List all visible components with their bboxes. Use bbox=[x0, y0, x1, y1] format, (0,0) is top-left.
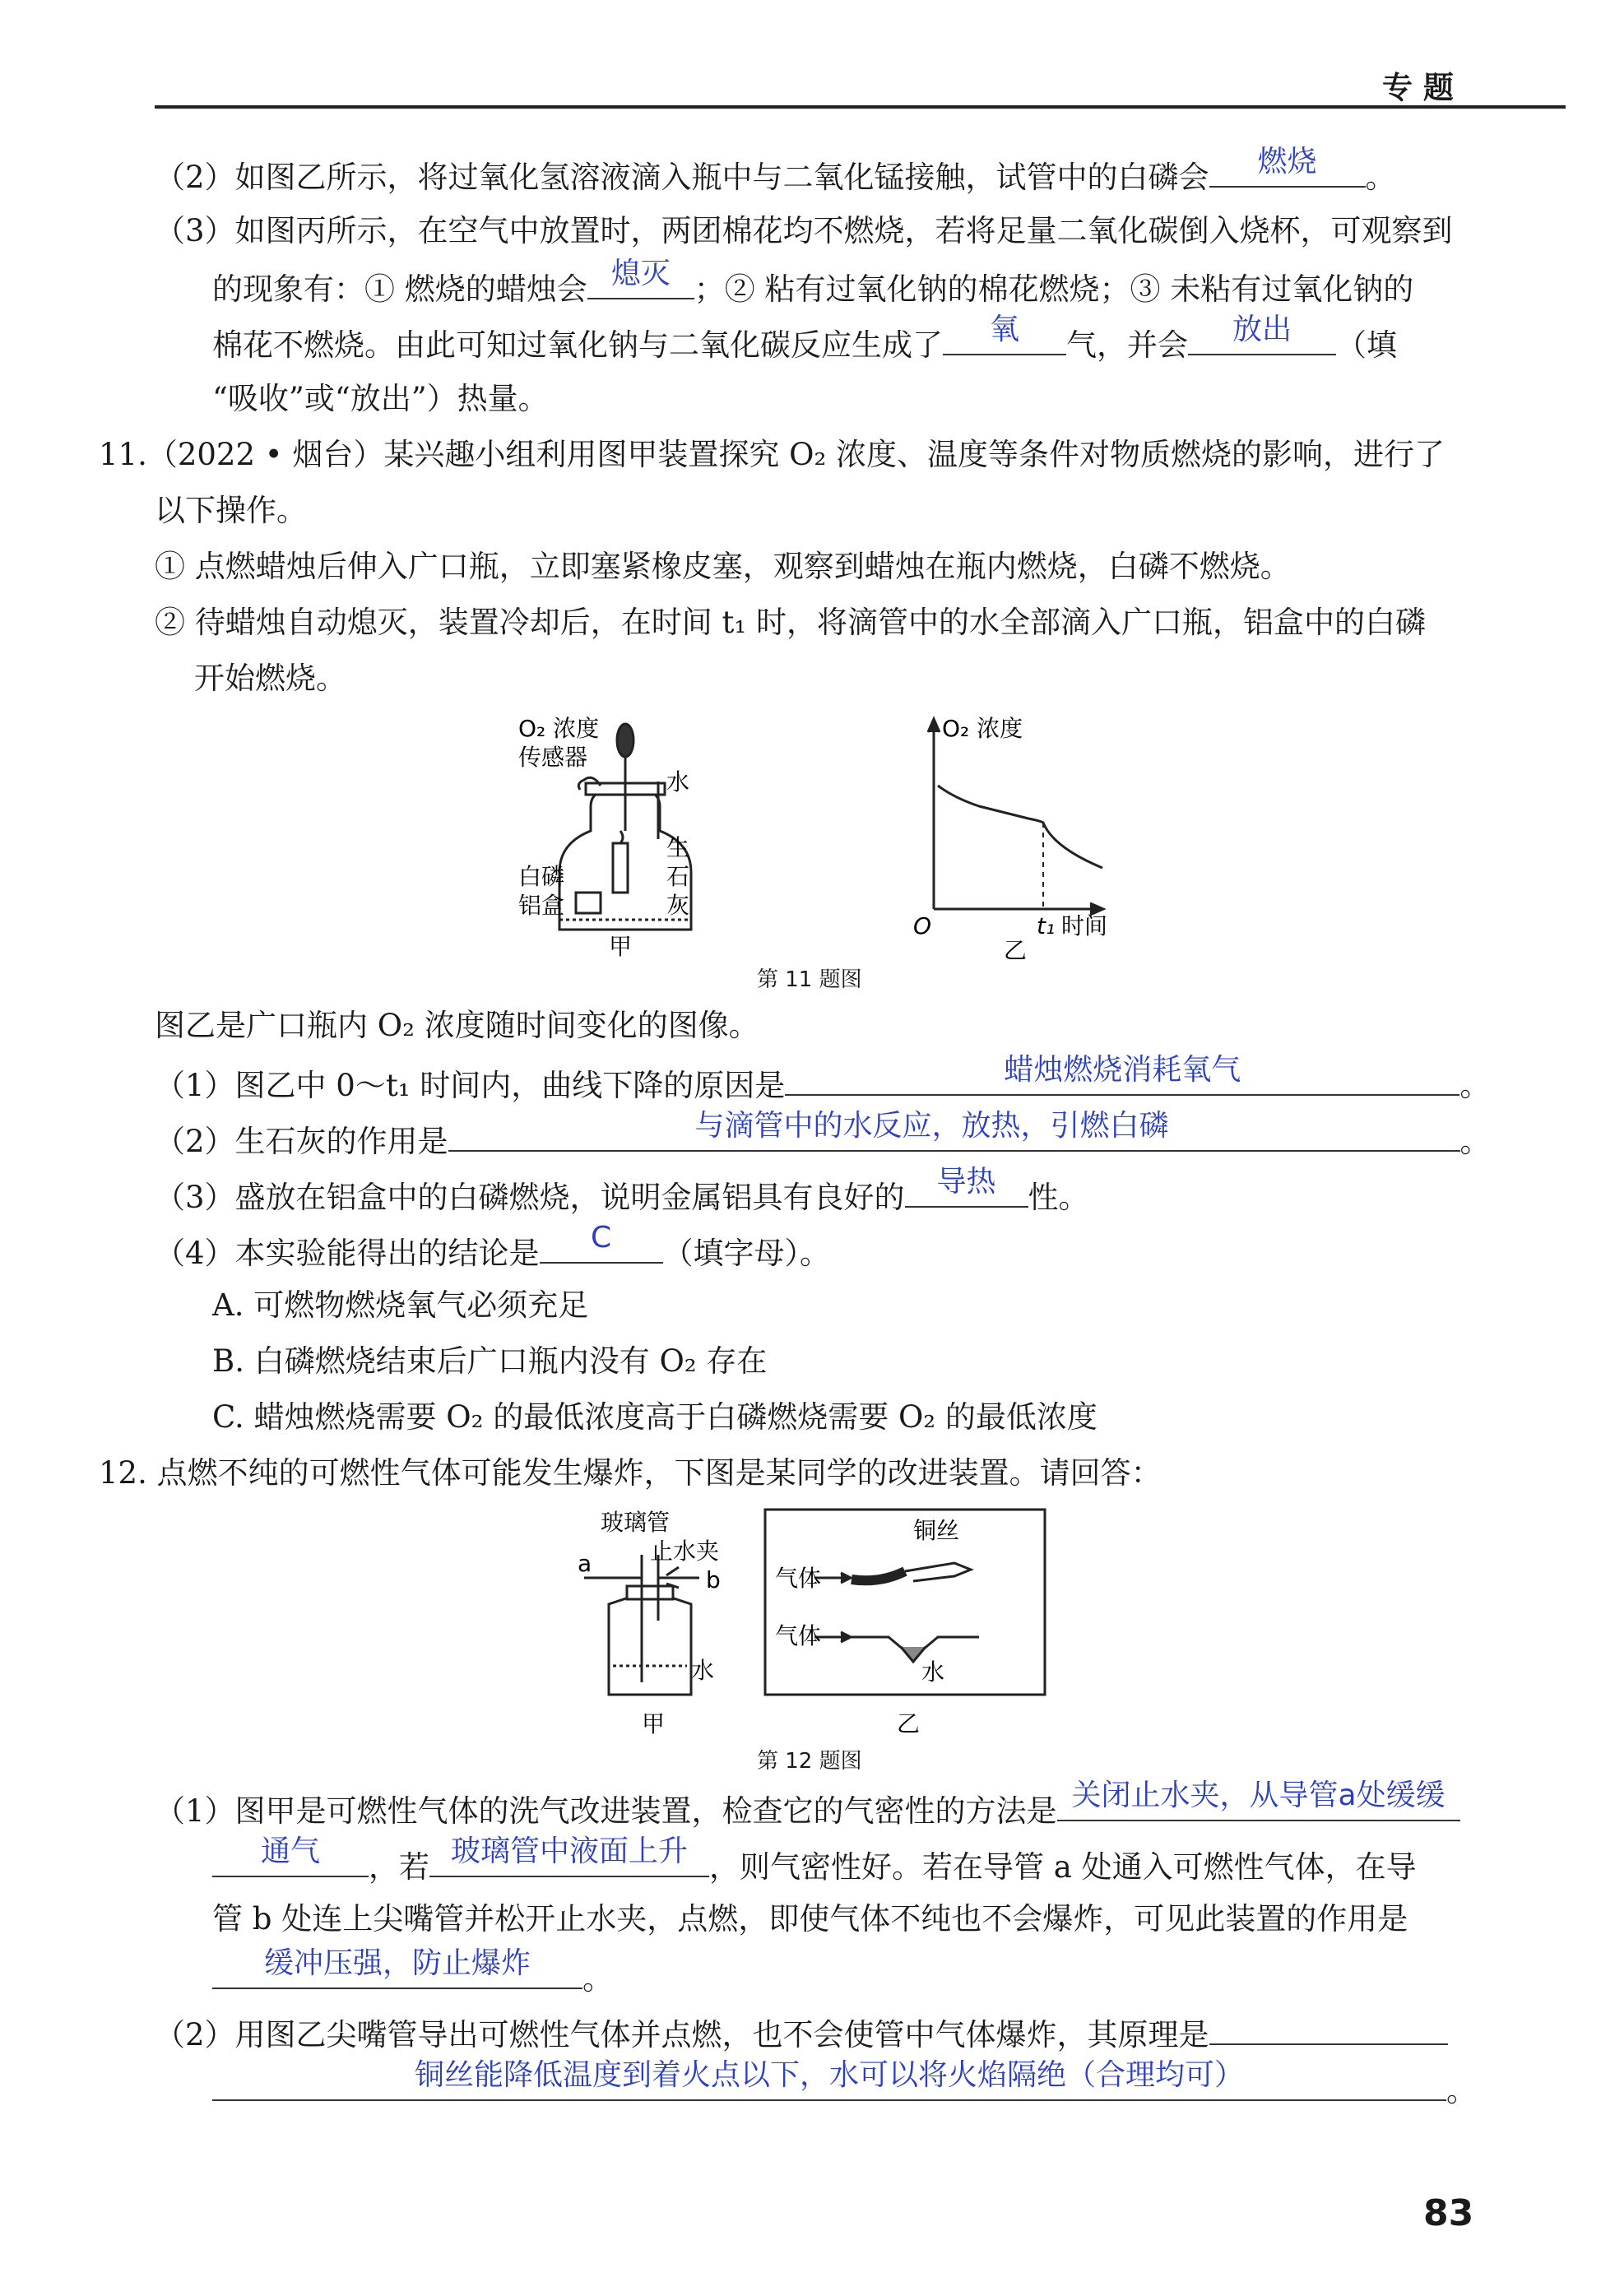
al-box-label: 铝盒 bbox=[518, 892, 565, 919]
fig12-jia-label: 甲 bbox=[642, 1710, 666, 1737]
q11-option-b: B. 白磷燃烧结束后广口瓶内没有 O₂ 存在 bbox=[212, 1343, 768, 1379]
graph-origin: O bbox=[913, 912, 932, 939]
q11-stem-line2: 以下操作。 bbox=[155, 493, 307, 528]
handwritten-answer: 缓冲压强，防止爆炸 bbox=[263, 1946, 531, 1980]
q12-figure-caption: 第 12 题图 bbox=[757, 1749, 862, 1774]
handwritten-answer: 关闭止水夹，从导管a处缓缓 bbox=[1071, 1779, 1446, 1812]
water-label-yi: 水 bbox=[921, 1658, 945, 1686]
answer-blank bbox=[1057, 1779, 1460, 1821]
handwritten-answer: 燃烧 bbox=[1257, 145, 1317, 179]
copper-label: 铜丝 bbox=[913, 1517, 960, 1544]
q10-part2: （2）如图乙所示，将过氧化氢溶液滴入瓶中与二氧化锰接触，试管中的白磷会 燃烧 。 bbox=[155, 153, 1396, 198]
handwritten-answer: 与滴管中的水反应，放热，引燃白磷 bbox=[694, 1109, 1169, 1143]
answer-blank bbox=[212, 1946, 582, 1989]
sensor-label: O₂ 浓度 bbox=[518, 715, 600, 742]
answer-blank bbox=[212, 1834, 369, 1877]
fig-yi-label: 乙 bbox=[1004, 937, 1028, 962]
q11-figure bbox=[494, 707, 1119, 962]
answer-blank bbox=[943, 313, 1066, 355]
water-label-12: 水 bbox=[691, 1657, 715, 1684]
answer-blank bbox=[212, 2058, 1446, 2101]
handwritten-answer: 放出 bbox=[1232, 313, 1292, 346]
q12-figure bbox=[568, 1505, 1061, 1744]
answer-blank bbox=[1209, 145, 1366, 188]
header-rule bbox=[155, 105, 1566, 109]
graph-t1: t₁ bbox=[1037, 912, 1056, 939]
o2-graph bbox=[928, 719, 1103, 915]
lime-label-3: 灰 bbox=[666, 892, 690, 919]
apparatus-wash-bottle bbox=[584, 1555, 699, 1695]
q10-part3-line1: （3）如图丙所示，在空气中放置时，两团棉花均不燃烧，若将足量二氧化碳倒入烧杯，可观察到 bbox=[155, 213, 1453, 248]
handwritten-answer: 氧 bbox=[989, 313, 1019, 346]
q11-answer3: （3）盛放在铝盒中的白磷燃烧，说明金属铝具有良好的 导热 性。 bbox=[155, 1173, 1089, 1218]
fig-jia-label: 甲 bbox=[609, 933, 633, 960]
water-label: 水 bbox=[666, 768, 690, 795]
q10-part3-line2: 的现象有：① 燃烧的蜡烛会 熄灭 ；② 粘有过氧化钠的棉花燃烧；③ 未粘有过氧化钠的 bbox=[212, 265, 1413, 310]
q11-stem-line1: 11.（2022 • 烟台）某兴趣小组利用图甲装置探究 O₂ 浓度、温度等条件对物质燃烧的影响，进行了 bbox=[99, 437, 1446, 472]
q10-part3-line3: 棉花不燃烧。由此可知过氧化钠与二氧化碳反应生成了 氧 气，并会 放出 （填 bbox=[212, 321, 1397, 366]
handwritten-answer: 通气 bbox=[260, 1834, 320, 1868]
port-b-label: b bbox=[706, 1566, 721, 1593]
q12-part1-line1: （1）图甲是可燃性气体的洗气改进装置，检查它的气密性的方法是 关闭止水夹，从导管a处缓缓 bbox=[155, 1787, 1460, 1832]
fig12-yi-label: 乙 bbox=[897, 1710, 921, 1737]
lime-label-2: 石 bbox=[666, 863, 690, 890]
answer-blank bbox=[429, 1834, 709, 1877]
sensor-label-2: 传感器 bbox=[518, 744, 588, 771]
q11-answer4: （4）本实验能得出的结论是 C （填字母）。 bbox=[155, 1229, 830, 1274]
answer-blank bbox=[905, 1165, 1028, 1208]
handwritten-answer: C bbox=[590, 1221, 612, 1255]
section-header: 专 题 bbox=[1382, 70, 1454, 105]
handwritten-answer: 铜丝能降低温度到着火点以下，水可以将火焰隔绝（合理均可） bbox=[414, 2058, 1244, 2092]
port-a-label: a bbox=[578, 1550, 592, 1577]
glass-tube-label: 玻璃管 bbox=[601, 1509, 671, 1536]
answer-blank bbox=[448, 1109, 1460, 1152]
q12-part1-line3: 管 b 处连上尖嘴管并松开止水夹，点燃，即使气体不纯也不会爆炸，可见此装置的作用是 bbox=[212, 1901, 1408, 1937]
q11-answer2: （2）生石灰的作用是 与滴管中的水反应，放热，引燃白磷 。 bbox=[155, 1117, 1491, 1162]
q11-option-a: A. 可燃物燃烧氧气必须充足 bbox=[212, 1287, 589, 1323]
q12-part2-line2: 铜丝能降低温度到着火点以下，水可以将火焰隔绝（合理均可） 。 bbox=[212, 2066, 1477, 2112]
gas-label-2: 气体 bbox=[775, 1622, 822, 1649]
q11-figure-caption: 第 11 题图 bbox=[757, 967, 862, 992]
answer-blank bbox=[1209, 2011, 1448, 2045]
handwritten-answer: 玻璃管中液面上升 bbox=[450, 1834, 688, 1868]
phosphorus-label: 白磷 bbox=[518, 863, 565, 890]
page-number: 83 bbox=[1423, 2192, 1474, 2234]
q11-step1: ① 点燃蜡烛后伸入广口瓶，立即塞紧橡皮塞，观察到蜡烛在瓶内燃烧，白磷不燃烧。 bbox=[155, 549, 1291, 584]
graph-x-label: 时间 bbox=[1061, 912, 1108, 939]
q11-answer1: （1）图乙中 0～t₁ 时间内，曲线下降的原因是 蜡烛燃烧消耗氧气 。 bbox=[155, 1061, 1490, 1106]
q10-part3-line4: “吸收”或“放出”）热量。 bbox=[212, 381, 549, 416]
gas-label-1: 气体 bbox=[775, 1565, 822, 1592]
handwritten-answer: 熄灭 bbox=[610, 257, 671, 290]
answer-blank bbox=[1188, 313, 1336, 355]
q12-part1-line4: 缓冲压强，防止爆炸 。 bbox=[212, 1955, 613, 2000]
q11-intro: 图乙是广口瓶内 O₂ 浓度随时间变化的图像。 bbox=[155, 1008, 759, 1043]
answer-blank bbox=[785, 1053, 1459, 1096]
clamp-label: 止水夹 bbox=[650, 1538, 720, 1565]
handwritten-answer: 导热 bbox=[936, 1165, 996, 1199]
q11-step2-line1: ② 待蜡烛自动熄灭，装置冷却后，在时间 t₁ 时，将滴管中的水全部滴入广口瓶，铝盒中的白磷 bbox=[155, 605, 1426, 640]
q12-part1-line2: 通气 ，若 玻璃管中液面上升 ，则气密性好。若在导管 a 处通入可燃性气体，在导 bbox=[212, 1843, 1417, 1888]
handwritten-answer: 蜡烛燃烧消耗氧气 bbox=[1004, 1053, 1241, 1087]
graph-y-label: O₂ 浓度 bbox=[942, 715, 1023, 742]
q11-option-c: C. 蜡烛燃烧需要 O₂ 的最低浓度高于白磷燃烧需要 O₂ 的最低浓度 bbox=[212, 1399, 1097, 1435]
q12-stem: 12. 点燃不纯的可燃性气体可能发生爆炸，下图是某同学的改进装置。请回答： bbox=[99, 1455, 1162, 1491]
copper-wire-device bbox=[765, 1510, 1045, 1695]
lime-label-1: 生 bbox=[666, 834, 690, 861]
answer-blank bbox=[540, 1221, 663, 1264]
q12-part2-line1: （2）用图乙尖嘴管导出可燃性气体并点燃，也不会使管中气体爆炸，其原理是 bbox=[155, 2011, 1448, 2056]
q11-step2-line2: 开始燃烧。 bbox=[194, 661, 346, 696]
answer-blank bbox=[587, 257, 694, 299]
